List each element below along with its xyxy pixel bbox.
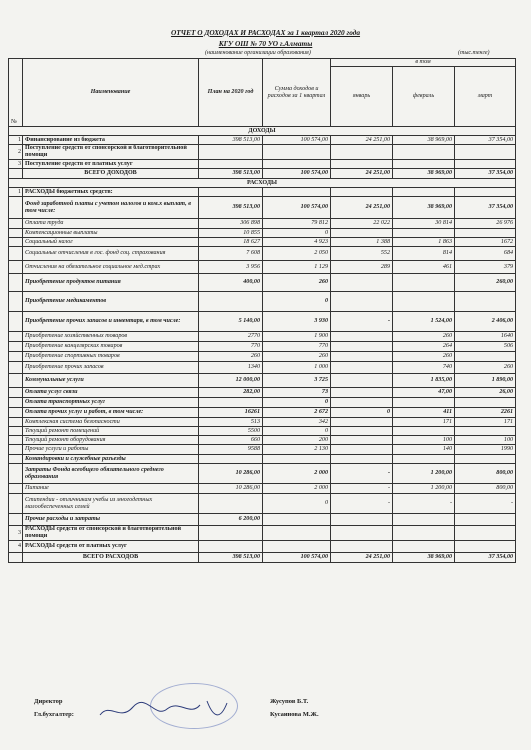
- cell-m2: [393, 274, 455, 292]
- cell-name: Отчисления на обязательное социальное мед.страх: [23, 261, 199, 274]
- cell-name: Оплата прочих услуг и работ, в том числе:: [23, 408, 199, 418]
- table-row: [9, 408, 516, 418]
- cell-sum: 79 812: [263, 219, 331, 229]
- cell-num: 3: [9, 526, 23, 541]
- cell-m2: [393, 160, 455, 169]
- table-row: [9, 352, 516, 362]
- cell-m3: [455, 292, 516, 312]
- cell-plan: 18 627: [199, 238, 263, 247]
- cell-plan: 9588: [199, 445, 263, 455]
- cell-m1: 289: [331, 261, 393, 274]
- cell-num: [9, 445, 23, 455]
- table-row: [9, 388, 516, 398]
- cell-sum: 342: [263, 418, 331, 427]
- cell-plan: [199, 160, 263, 169]
- cell-name: Оплата транспортных услуг: [23, 398, 199, 408]
- cell-num: [9, 408, 23, 418]
- cell-m1: [331, 526, 393, 541]
- cell-num: 3: [9, 160, 23, 169]
- cell-num: [9, 362, 23, 374]
- cell-plan: 3 956: [199, 261, 263, 274]
- total-cell-plan: 398 513,00: [199, 169, 263, 179]
- cell-m2: 38 969,00: [393, 197, 455, 219]
- cell-m3: 1672: [455, 238, 516, 247]
- cell-sum: [263, 188, 331, 197]
- cell-m3: 37 354,00: [455, 197, 516, 219]
- table-row: [9, 427, 516, 436]
- cell-plan: [199, 455, 263, 464]
- cell-m1: [331, 398, 393, 408]
- cell-m1: [331, 292, 393, 312]
- table-row: [9, 332, 516, 342]
- cell-m1: 552: [331, 247, 393, 261]
- cell-plan: 398 513,00: [199, 197, 263, 219]
- cell-m1: -: [331, 312, 393, 332]
- column-header-january: январь: [331, 67, 393, 127]
- cell-num: [9, 219, 23, 229]
- cell-plan: 5 140,00: [199, 312, 263, 332]
- cell-m1: [331, 436, 393, 445]
- cell-num: 1: [9, 136, 23, 145]
- cell-num: [9, 332, 23, 342]
- director-name: Жусупов Б.Т.: [270, 698, 309, 705]
- cell-m2: 814: [393, 247, 455, 261]
- organization-name: КГУ ОШ № 70 УО г.Алматы: [218, 39, 313, 48]
- cell-plan: [199, 541, 263, 553]
- cell-plan: 7 608: [199, 247, 263, 261]
- total-cell-m1: 24 251,00: [331, 553, 393, 563]
- table-row: [9, 292, 516, 312]
- cell-sum: 3 930: [263, 312, 331, 332]
- cell-plan: 10 286,00: [199, 484, 263, 494]
- cell-plan: 660: [199, 436, 263, 445]
- cell-m3: 800,00: [455, 464, 516, 484]
- table-row: [9, 261, 516, 274]
- cell-m3: 171: [455, 418, 516, 427]
- column-header-plan: План на 2020 год: [199, 59, 263, 127]
- cell-m2: 411: [393, 408, 455, 418]
- cell-plan: 513: [199, 418, 263, 427]
- cell-num: [9, 388, 23, 398]
- cell-sum: 2 000: [263, 464, 331, 484]
- cell-num: [9, 553, 23, 563]
- column-header-march: март: [455, 67, 516, 127]
- table-row: [9, 362, 516, 374]
- cell-num: [9, 494, 23, 514]
- cell-m1: [331, 352, 393, 362]
- cell-m3: [455, 455, 516, 464]
- cell-m2: 100: [393, 436, 455, 445]
- cell-m1: [331, 188, 393, 197]
- cell-m1: [331, 514, 393, 526]
- cell-m3: [455, 145, 516, 160]
- cell-m3: 379: [455, 261, 516, 274]
- cell-sum: [263, 160, 331, 169]
- cell-m1: [331, 455, 393, 464]
- cell-name: Приобретение продуктов питания: [23, 274, 199, 292]
- cell-m1: [331, 342, 393, 352]
- cell-sum: 2 050: [263, 247, 331, 261]
- cell-m2: 1 200,00: [393, 484, 455, 494]
- table-row: [9, 197, 516, 219]
- cell-plan: 1340: [199, 362, 263, 374]
- cell-m2: 140: [393, 445, 455, 455]
- cell-plan: 260: [199, 352, 263, 362]
- cell-name: Финансирование из бюджета: [23, 136, 199, 145]
- cell-m2: 260: [393, 332, 455, 342]
- table-row: [9, 514, 516, 526]
- cell-m3: [455, 352, 516, 362]
- cell-name: Приобретение хозяйственных товаров: [23, 332, 199, 342]
- cell-name: Социальные отчисления в гос. фонд соц. страхования: [23, 247, 199, 261]
- cell-name: Поступление средств от спонсорской и благотворительной помощи: [23, 145, 199, 160]
- cell-m3: 684: [455, 247, 516, 261]
- cell-sum: 0: [263, 427, 331, 436]
- column-header-name: Наименование: [23, 59, 199, 127]
- cell-sum: [263, 526, 331, 541]
- cell-m3: 260: [455, 362, 516, 374]
- cell-sum: 3 725: [263, 374, 331, 388]
- table-row: [9, 484, 516, 494]
- cell-m3: 2261: [455, 408, 516, 418]
- cell-sum: [263, 541, 331, 553]
- cell-m1: [331, 427, 393, 436]
- cell-m3: [455, 427, 516, 436]
- table-row: [9, 526, 516, 541]
- cell-num: [9, 292, 23, 312]
- table-row: [9, 494, 516, 514]
- cell-plan: 400,00: [199, 274, 263, 292]
- cell-sum: 4 923: [263, 238, 331, 247]
- cell-num: [9, 514, 23, 526]
- director-label: Директор: [34, 698, 63, 705]
- cell-m2: [393, 398, 455, 408]
- cell-m2: [393, 188, 455, 197]
- cell-name: Комплексная система безопасности: [23, 418, 199, 427]
- cell-sum: 260: [263, 274, 331, 292]
- cell-m3: [455, 526, 516, 541]
- cell-num: [9, 418, 23, 427]
- cell-sum: 1 900: [263, 332, 331, 342]
- cell-m3: 37 354,00: [455, 136, 516, 145]
- cell-m3: [455, 514, 516, 526]
- cell-m1: [331, 541, 393, 553]
- table-row: [9, 342, 516, 352]
- cell-num: [9, 484, 23, 494]
- cell-name: Приобретение канцелярских товаров: [23, 342, 199, 352]
- total-cell-plan: 398 513,00: [199, 553, 263, 563]
- cell-m3: 1990: [455, 445, 516, 455]
- cell-plan: 2770: [199, 332, 263, 342]
- cell-name: Коммунальные услуги: [23, 374, 199, 388]
- cell-num: [9, 352, 23, 362]
- total-cell-name: ВСЕГО РАСХОДОВ: [23, 553, 199, 563]
- table-row: [9, 219, 516, 229]
- cell-sum: 2 000: [263, 484, 331, 494]
- cell-num: [9, 229, 23, 238]
- cell-m2: [393, 292, 455, 312]
- cell-m2: 1 863: [393, 238, 455, 247]
- cell-name: Текущий ремонт помещений: [23, 427, 199, 436]
- cell-name: Фонд заработной платы с учетом налогов и ком.х выплат, в том числе:: [23, 197, 199, 219]
- cell-num: [9, 427, 23, 436]
- cell-plan: [199, 292, 263, 312]
- cell-sum: 73: [263, 388, 331, 398]
- total-cell-m2: 38 969,00: [393, 169, 455, 179]
- cell-m3: 1640: [455, 332, 516, 342]
- cell-name: Оплата труда: [23, 219, 199, 229]
- cell-num: 1: [9, 188, 23, 197]
- column-header-february: февраль: [393, 67, 455, 127]
- cell-m2: [393, 541, 455, 553]
- cell-name: Стипендии - отличникам учебы из многодетных малообеспеченных семей: [23, 494, 199, 514]
- cell-m3: 260,00: [455, 274, 516, 292]
- total-cell-sum: 100 574,00: [263, 169, 331, 179]
- cell-m2: -: [393, 494, 455, 514]
- cell-plan: 282,00: [199, 388, 263, 398]
- cell-m1: [331, 145, 393, 160]
- cell-num: [9, 436, 23, 445]
- cell-plan: 16261: [199, 408, 263, 418]
- cell-num: [9, 374, 23, 388]
- cell-m3: [455, 188, 516, 197]
- cell-num: [9, 312, 23, 332]
- table-row: [9, 238, 516, 247]
- table-row: [9, 464, 516, 484]
- total-cell-m3: 37 354,00: [455, 553, 516, 563]
- cell-sum: [263, 455, 331, 464]
- cell-plan: 10 855: [199, 229, 263, 238]
- cell-m2: 47,00: [393, 388, 455, 398]
- cell-name: Приобретение прочих запасов: [23, 362, 199, 374]
- table-row: [9, 445, 516, 455]
- cell-sum: 0: [263, 494, 331, 514]
- total-cell-m3: 37 354,00: [455, 169, 516, 179]
- cell-plan: [199, 398, 263, 408]
- cell-plan: [199, 145, 263, 160]
- cell-m1: 0: [331, 408, 393, 418]
- cell-sum: 770: [263, 342, 331, 352]
- cell-num: 4: [9, 541, 23, 553]
- table-row: [9, 136, 516, 145]
- table-row: [9, 398, 516, 408]
- cell-m2: 171: [393, 418, 455, 427]
- cell-m3: -: [455, 494, 516, 514]
- total-cell-sum: 100 574,00: [263, 553, 331, 563]
- cell-num: [9, 247, 23, 261]
- cell-sum: 0: [263, 398, 331, 408]
- cell-m3: 100: [455, 436, 516, 445]
- cell-m3: 800,00: [455, 484, 516, 494]
- cell-sum: [263, 145, 331, 160]
- cell-num: [9, 464, 23, 484]
- cell-m2: 30 814: [393, 219, 455, 229]
- signature-mark: [95, 697, 235, 727]
- cell-m1: [331, 274, 393, 292]
- cell-m1: [331, 362, 393, 374]
- cell-num: [9, 455, 23, 464]
- cell-plan: 5500: [199, 427, 263, 436]
- cell-m3: 26 976: [455, 219, 516, 229]
- table-row: [9, 312, 516, 332]
- currency-unit: (тыс.тенге): [458, 50, 490, 56]
- cell-m1: [331, 160, 393, 169]
- table-row: [9, 188, 516, 197]
- cell-plan: 770: [199, 342, 263, 352]
- cell-name: Приобретение прочих запасов и инвентаря, в том числе:: [23, 312, 199, 332]
- cell-sum: 0: [263, 292, 331, 312]
- cell-m2: [393, 455, 455, 464]
- cell-sum: 1 000: [263, 362, 331, 374]
- cell-m3: [455, 398, 516, 408]
- report-table: [8, 58, 516, 563]
- table-row: [9, 541, 516, 553]
- table-row: [9, 160, 516, 169]
- table-row: [9, 247, 516, 261]
- cell-m3: 2 406,00: [455, 312, 516, 332]
- cell-name: Оплата услуг связи: [23, 388, 199, 398]
- cell-num: [9, 238, 23, 247]
- total-row: [9, 553, 516, 563]
- cell-m2: 260: [393, 352, 455, 362]
- table-row: [9, 229, 516, 238]
- cell-sum: 260: [263, 352, 331, 362]
- cell-m2: 1 524,00: [393, 312, 455, 332]
- cell-m1: -: [331, 484, 393, 494]
- cell-sum: 200: [263, 436, 331, 445]
- cell-name: Затраты Фонда всеобщего обязательного среднего образования: [23, 464, 199, 484]
- cell-sum: 2 130: [263, 445, 331, 455]
- cell-name: РАСХОДЫ бюджетных средств:: [23, 188, 199, 197]
- column-header-including: в том: [331, 59, 516, 67]
- cell-num: [9, 169, 23, 179]
- cell-m3: 506: [455, 342, 516, 352]
- cell-num: [9, 398, 23, 408]
- cell-plan: [199, 494, 263, 514]
- cell-m1: 1 388: [331, 238, 393, 247]
- cell-m1: [331, 388, 393, 398]
- cell-m3: 26,00: [455, 388, 516, 398]
- cell-m1: [331, 374, 393, 388]
- cell-name: Текущий ремонт оборудования: [23, 436, 199, 445]
- cell-m2: 1 200,00: [393, 464, 455, 484]
- cell-name: Прочие услуги и работы: [23, 445, 199, 455]
- cell-m2: 461: [393, 261, 455, 274]
- cell-sum: 100 574,00: [263, 136, 331, 145]
- cell-m2: 740: [393, 362, 455, 374]
- cell-m1: [331, 229, 393, 238]
- accountant-label: Гл.бухгалтер:: [34, 711, 74, 718]
- cell-sum: 2 672: [263, 408, 331, 418]
- cell-name: Прочие расходы и затраты: [23, 514, 199, 526]
- cell-plan: [199, 526, 263, 541]
- cell-m2: [393, 229, 455, 238]
- cell-m2: [393, 526, 455, 541]
- cell-m1: -: [331, 464, 393, 484]
- cell-m2: 264: [393, 342, 455, 352]
- cell-plan: 12 000,00: [199, 374, 263, 388]
- cell-num: [9, 197, 23, 219]
- cell-m2: [393, 427, 455, 436]
- cell-plan: 306 898: [199, 219, 263, 229]
- cell-name: Поступление средств от платных услуг: [23, 160, 199, 169]
- cell-name: Командировки и служебные разъезды: [23, 455, 199, 464]
- cell-m2: [393, 514, 455, 526]
- table-row: [9, 145, 516, 160]
- cell-m1: [331, 418, 393, 427]
- section-income-heading: ДОХОДЫ: [9, 127, 516, 136]
- table-row: [9, 436, 516, 445]
- total-row: [9, 169, 516, 179]
- table-row: [9, 374, 516, 388]
- cell-num: [9, 261, 23, 274]
- cell-num: 2: [9, 145, 23, 160]
- total-cell-m2: 38 969,00: [393, 553, 455, 563]
- cell-plan: 10 286,00: [199, 464, 263, 484]
- table-row: [9, 418, 516, 427]
- organization-caption: (наименование организации образования): [205, 50, 311, 56]
- cell-plan: 398 513,00: [199, 136, 263, 145]
- cell-sum: 1 129: [263, 261, 331, 274]
- report-title: ОТЧЕТ О ДОХОДАХ И РАСХОДАХ за 1 квартал 2020 года: [170, 28, 361, 37]
- column-header-sum: Сумма доходов и расходов за 1 квартал: [263, 59, 331, 127]
- section-expenses-heading: РАСХОДЫ: [9, 179, 516, 188]
- cell-m3: [455, 229, 516, 238]
- cell-m1: 24 251,00: [331, 136, 393, 145]
- cell-name: Приобретение спортивных товаров: [23, 352, 199, 362]
- cell-m3: [455, 541, 516, 553]
- cell-m2: [393, 145, 455, 160]
- cell-plan: [199, 188, 263, 197]
- cell-name: Компенсационные выплаты: [23, 229, 199, 238]
- table-row: [9, 455, 516, 464]
- cell-m2: 1 835,00: [393, 374, 455, 388]
- cell-m2: 38 969,00: [393, 136, 455, 145]
- cell-m1: [331, 445, 393, 455]
- cell-plan: 6 200,00: [199, 514, 263, 526]
- cell-name: РАСХОДЫ средств от платных услуг: [23, 541, 199, 553]
- cell-name: РАСХОДЫ средств от спонсорской и благотворительной помощи: [23, 526, 199, 541]
- cell-m1: -: [331, 494, 393, 514]
- cell-sum: 0: [263, 229, 331, 238]
- cell-name: Приобретение медикаментов: [23, 292, 199, 312]
- cell-num: [9, 274, 23, 292]
- accountant-name: Кусаинова М.Ж.: [270, 711, 319, 718]
- cell-m3: 1 890,00: [455, 374, 516, 388]
- report-table-body: [9, 59, 516, 563]
- cell-name: Питание: [23, 484, 199, 494]
- table-row: [9, 274, 516, 292]
- total-cell-name: ВСЕГО ДОХОДОВ: [23, 169, 199, 179]
- cell-sum: [263, 514, 331, 526]
- cell-m1: 24 251,00: [331, 197, 393, 219]
- cell-num: [9, 342, 23, 352]
- total-cell-m1: 24 251,00: [331, 169, 393, 179]
- cell-sum: 100 574,00: [263, 197, 331, 219]
- cell-name: Социальный налог: [23, 238, 199, 247]
- cell-m1: [331, 332, 393, 342]
- column-header-number: №: [9, 59, 23, 127]
- cell-m3: [455, 160, 516, 169]
- cell-m1: 22 022: [331, 219, 393, 229]
